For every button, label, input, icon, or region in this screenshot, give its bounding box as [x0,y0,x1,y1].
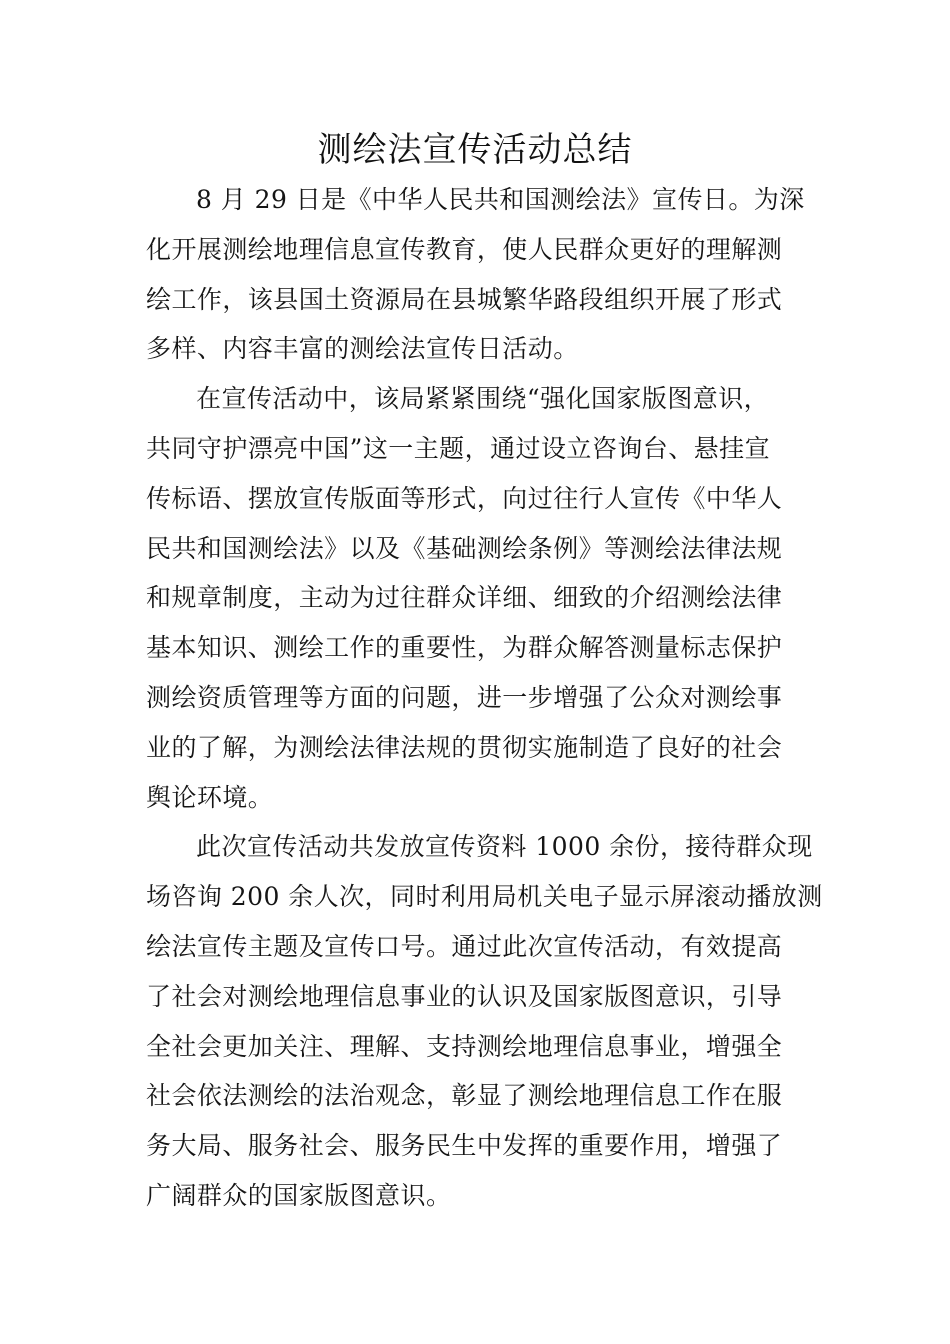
paragraph-2 [146,374,810,822]
document-title: 测绘法宣传活动总结 [317,130,633,170]
text-line: 传标语、摆放宣传版面等形式，向过往行人宣传《中华人 [146,483,783,513]
text-line: 务大局、服务社会、服务民生中发挥的重要作用，增强了 [146,1131,783,1161]
text-line: 舆论环境。 [146,782,274,812]
text-line: 共同守护漂亮中国”这一主题，通过设立咨询台、悬挂宣 [146,433,771,463]
text-line: 多样、内容丰富的测绘法宣传日活动。 [146,334,579,364]
text-line: 了社会对测绘地理信息事业的认识及国家版图意识，引导 [146,981,783,1011]
text-line: 全社会更加关注、理解、支持测绘地理信息事业，增强全 [146,1031,783,1061]
text-line: 民共和国测绘法》以及《基础测绘条例》等测绘法律法规 [146,533,783,563]
text-line: 场咨询 200 余人次，同时利用局机关电子显示屏滚动播放测 [146,882,823,912]
paragraph-1 [146,175,810,374]
text-line: 此次宣传活动共发放宣传资料 1000 余份，接待群众现 [196,832,813,862]
paragraph-3 [146,822,823,1220]
text-line: 绘法宣传主题及宣传口号。通过此次宣传活动，有效提高 [146,931,783,961]
text-line: 在宣传活动中，该局紧紧围绕“强化国家版图意识， [196,384,770,414]
text-line: 基本知识、测绘工作的重要性，为群众解答测量标志保护 [146,633,783,663]
text-line: 化开展测绘地理信息宣传教育，使人民群众更好的理解测 [146,234,783,264]
text-line: 社会依法测绘的法治观念，彰显了测绘地理信息工作在服 [146,1081,783,1111]
document-body [146,175,823,1221]
text-line: 绘工作，该县国土资源局在县城繁华路段组织开展了形式 [146,284,783,314]
text-line: 8 月 29 日是《中华人民共和国测绘法》宣传日。为深 [196,185,805,214]
text-line: 广阔群众的国家版图意识。 [146,1180,452,1210]
text-line: 和规章制度，主动为过往群众详细、细致的介绍测绘法律 [146,583,783,613]
text-line: 业的了解，为测绘法律法规的贯彻实施制造了良好的社会 [146,732,783,762]
text-line: 测绘资质管理等方面的问题，进一步增强了公众对测绘事 [146,682,783,712]
